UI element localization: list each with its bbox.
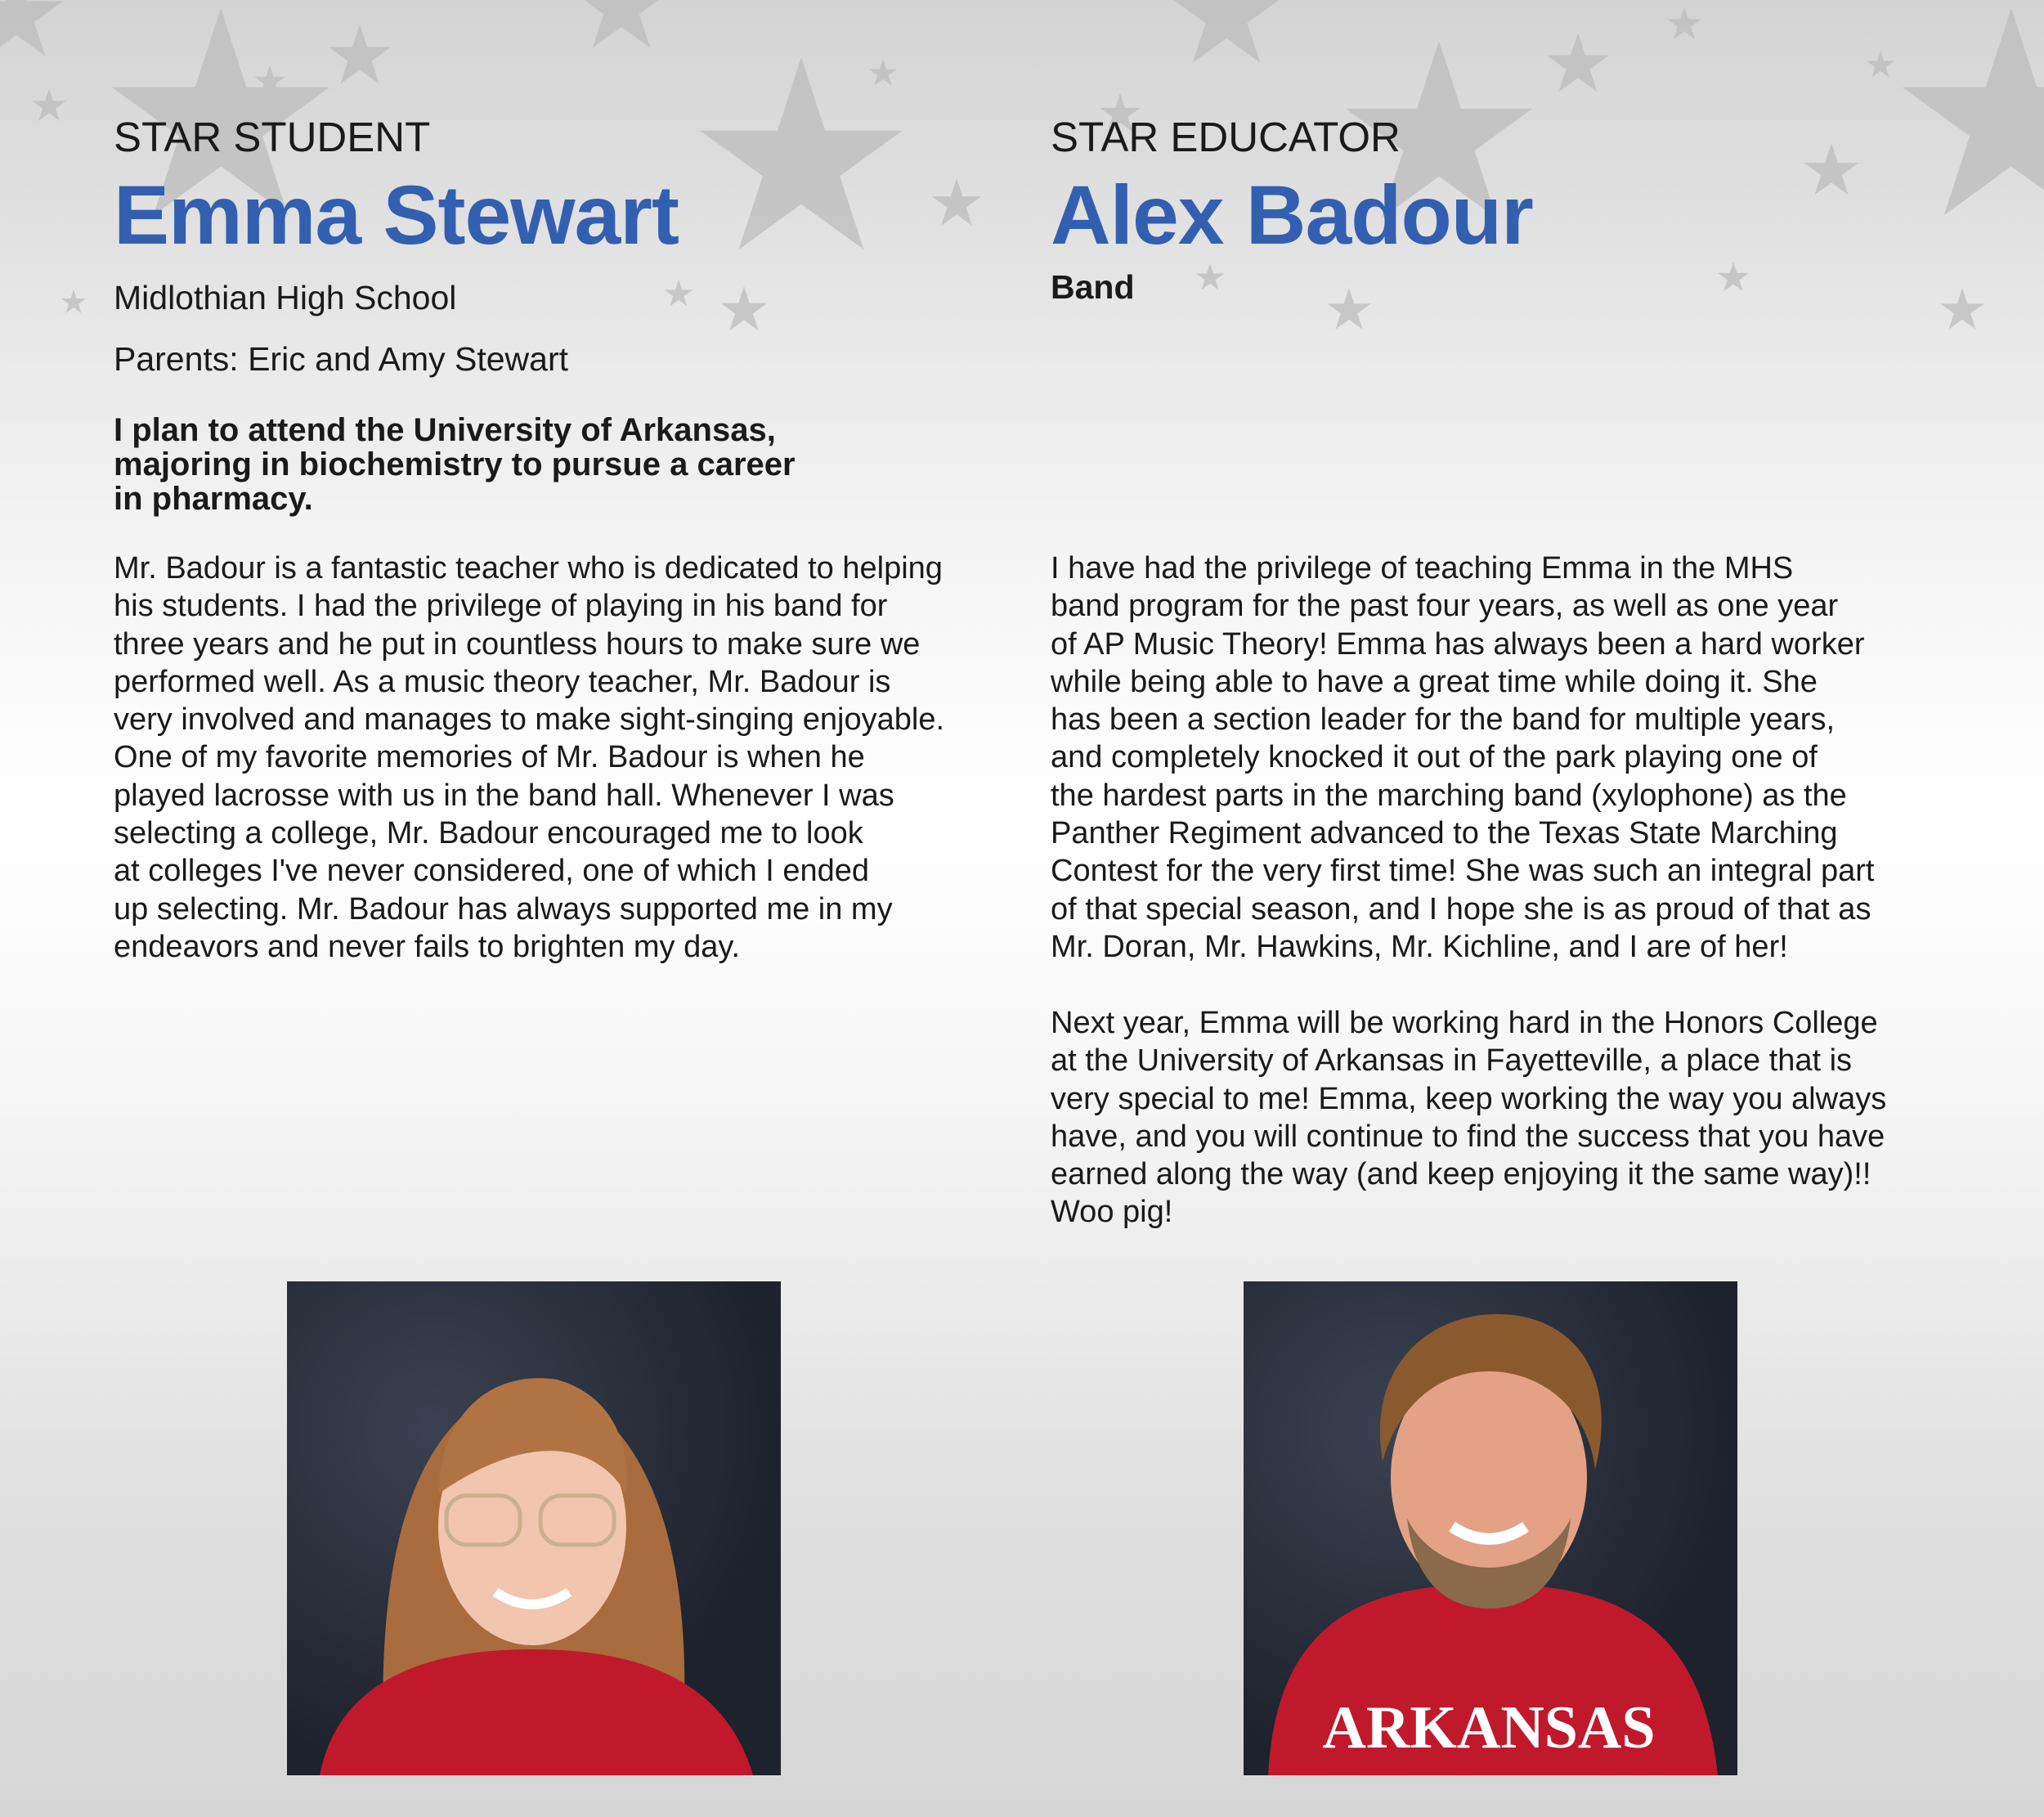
text-line: his students. I had the privilege of playing in his band for (114, 589, 888, 624)
text-line: Woo pig! (1051, 1195, 1173, 1230)
text-line: at colleges I've never considered, one of which I ended (114, 854, 870, 889)
text-line: One of my favorite memories of Mr. Badour is when he (114, 740, 865, 775)
text-line: up selecting. Mr. Badour has always supported me in my (114, 891, 893, 926)
text-line: played lacrosse with us in the band hall. Whenever I was (114, 778, 894, 813)
educator-photo (1244, 1281, 1737, 1775)
student-photo (287, 1281, 781, 1775)
text-line: Contest for the very first time! She was such an integral part (1051, 854, 1875, 889)
educator-essay-paragraph-2 (1051, 1004, 1886, 1232)
text-line: Mr. Doran, Mr. Hawkins, Mr. Kichline, and I are of her! (1051, 929, 1788, 964)
text-line: Mr. Badour is a fantastic teacher who is dedicated to helping (114, 551, 943, 585)
student-name: Emma Stewart (114, 168, 679, 262)
text-line: I have had the privilege of teaching Emma in the MHS (1051, 551, 1794, 585)
educator-essay-paragraph-1 (1051, 550, 1874, 966)
student-parents: Parents: Eric and Amy Stewart (114, 340, 569, 378)
star-student-label: STAR STUDENT (114, 114, 431, 160)
star-educator-label: STAR EDUCATOR (1051, 114, 1401, 160)
text-line: earned along the way (and keep enjoying it the same way)!! (1051, 1157, 1871, 1192)
educator-name: Alex Badour (1051, 168, 1533, 262)
text-line: Next year, Emma will be working hard in the Honors College (1051, 1006, 1878, 1040)
text-line: at the University of Arkansas in Fayetteville, a place that is (1051, 1043, 1853, 1079)
text-line: band program for the past four years, as well as one year (1051, 589, 1839, 624)
text-line: Panther Regiment advanced to the Texas State Marching (1051, 816, 1838, 851)
text-line: have, and you will continue to find the success that you have (1051, 1119, 1885, 1154)
shirt-lettering: ARKANSAS (1322, 1694, 1656, 1761)
text-line: of that special season, and I hope she is as proud of that as (1051, 891, 1871, 926)
student-school: Midlothian High School (114, 279, 457, 316)
text-line: three years and he put in countless hours to make sure we (114, 626, 921, 662)
text-line: performed well. As a music theory teacher, Mr. Badour is (114, 664, 891, 699)
text-line: in pharmacy. (114, 481, 313, 517)
text-line: has been a section leader for the band for multiple years, (1051, 702, 1836, 738)
educator-subject: Band (1051, 268, 1135, 306)
text-line: and completely knocked it out of the park playing one of (1051, 740, 1818, 775)
text-line: endeavors and never fails to brighten my day. (114, 929, 741, 964)
student-essay (114, 550, 944, 966)
text-line: majoring in biochemistry to pursue a career (114, 446, 796, 482)
text-line: the hardest parts in the marching band (xylophone) as the (1051, 778, 1847, 813)
text-line: of AP Music Theory! Emma has always been a hard worker (1051, 626, 1865, 662)
text-line: selecting a college, Mr. Badour encouraged me to look (114, 816, 863, 851)
text-line: very special to me! Emma, keep working the way you always (1051, 1081, 1887, 1116)
text-line: I plan to attend the University of Arkansas, (114, 412, 776, 448)
text-line: very involved and manages to make sight-singing enjoyable. (114, 702, 945, 738)
text-line: while being able to have a great time while doing it. She (1051, 664, 1818, 699)
student-plan-statement (114, 413, 796, 516)
